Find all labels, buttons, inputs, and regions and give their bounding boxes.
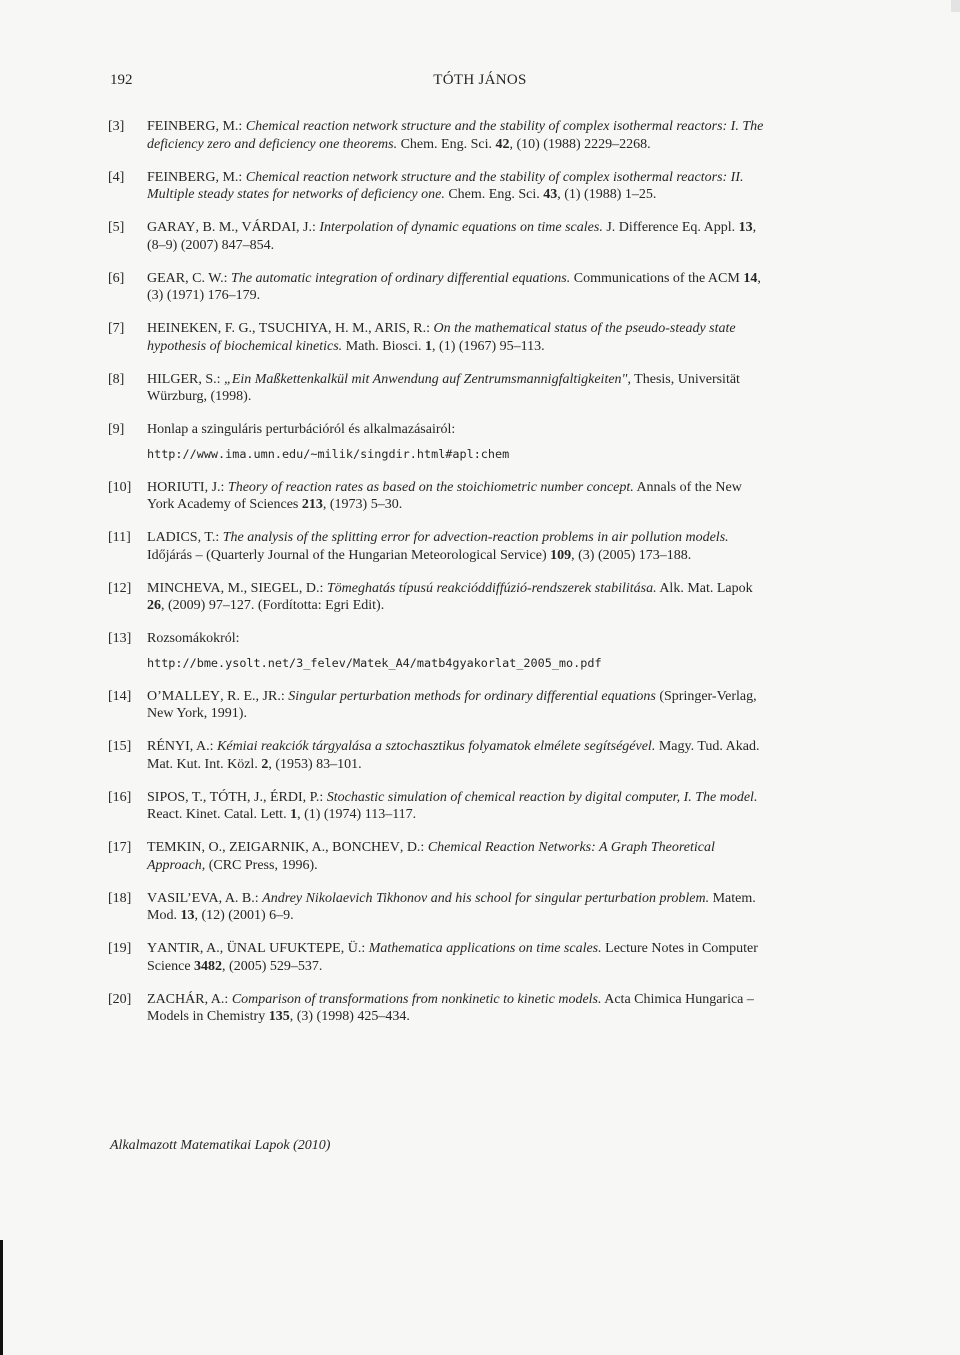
reference-segment: ILGER — [157, 371, 199, 387]
reference-segment: , (12) (2001) 6–9. — [194, 908, 294, 923]
reference-text — [147, 580, 766, 615]
reference-segment: , (3) (1971) 176–179. — [147, 270, 761, 303]
reference-segment: , (1) (1988) 1–25. — [557, 187, 657, 202]
reference-url: http://www.ima.umn.edu/~milik/singdir.html#apl:chem — [147, 446, 510, 461]
reference-title: Interpolation of dynamic equations on time scales. — [319, 220, 603, 235]
reference-segment: ASIL’EVA — [157, 890, 219, 906]
reference-number: [17] — [108, 840, 132, 855]
reference-segment: Rozsomákokról: — [147, 631, 240, 646]
scan-edge-mark — [0, 1240, 3, 1355]
reference-segment: , A. B.: — [218, 890, 263, 906]
reference-number: [7] — [108, 321, 125, 336]
reference-segment: G — [147, 220, 158, 235]
reference-segment: , (2009) 97–127. (Fordította: Egri Edit). — [161, 598, 385, 613]
reference-volume: 213 — [301, 497, 323, 512]
reference-number: [8] — [108, 371, 125, 387]
reference-segment: Annals of the New York Academy of Sciences — [147, 479, 742, 512]
reference-title: The automatic integration of ordinary differential equations. — [231, 270, 571, 286]
reference-segment: Chem. Eng. Sci. — [444, 187, 544, 202]
reference-segment: Honlap a szinguláris perturbációról és alkalmazásairól: — [147, 422, 456, 437]
reference-segment: EIGARNIK — [237, 840, 306, 855]
reference-segment: , Ü.: — [340, 941, 369, 956]
reference-segment: , J., É — [247, 789, 279, 805]
reference-segment: F — [147, 169, 155, 185]
reference-text — [147, 688, 766, 723]
reference-segment: , (1973) 5–30. — [322, 497, 403, 512]
reference-item — [108, 169, 766, 204]
reference-segment: , (10) (1988) 2229–2268. — [509, 136, 651, 152]
reference-segment: T — [147, 840, 156, 855]
journal-footer: Alkalmazott Matematikai Lapok (2010) — [110, 1138, 331, 1153]
reference-item — [108, 118, 766, 153]
reference-number: [5] — [108, 220, 125, 235]
reference-number: [20] — [108, 991, 132, 1007]
reference-segment: , Thesis, Universität Würzburg, (1998). — [147, 371, 740, 404]
reference-item — [108, 529, 766, 564]
reference-segment: L — [147, 530, 156, 545]
reference-item — [108, 991, 766, 1026]
reference-url: http://bme.ysolt.net/3_felev/Matek_A4/matb4gyakorlat_2005_mo.pdf — [147, 655, 602, 670]
reference-text — [147, 270, 766, 305]
reference-segment: , J.: — [296, 220, 320, 235]
reference-text — [147, 738, 766, 773]
reference-number: [12] — [108, 580, 132, 596]
reference-segment: EINBERG — [154, 169, 216, 185]
reference-volume: 42 — [495, 136, 510, 152]
reference-volume: 109 — [550, 547, 572, 563]
reference-segment: , (1) (1967) 95–113. — [432, 338, 545, 354]
reference-segment: RDI — [278, 789, 303, 805]
reference-segment: ORIUTI — [157, 479, 205, 495]
reference-item — [108, 940, 766, 975]
reference-segment: , (2005) 529–537. — [222, 958, 323, 974]
reference-segment: Math. Biosci. — [342, 338, 426, 354]
reference-title: Andrey Nikolaevich Tikhonov and his school for singular perturbation problem. — [262, 890, 710, 906]
reference-segment: , (8–9) (2007) 847–854. — [147, 220, 757, 253]
reference-segment: H — [147, 479, 158, 495]
reference-text — [147, 991, 766, 1026]
reference-title: Chemical Reaction Networks: A Graph Theoretical Approach, — [147, 840, 715, 873]
reference-segment: , M.: — [215, 119, 246, 134]
reference-segment: , R. E., J — [220, 688, 268, 704]
reference-segment: , B. M., V — [195, 220, 252, 235]
running-header-author: TÓTH JÁNOS — [433, 72, 527, 88]
reference-segment: V — [147, 890, 158, 906]
reference-volume: 1 — [425, 338, 433, 354]
reference-item — [108, 630, 766, 672]
reference-segment: , (1) (1974) 113–117. — [297, 807, 417, 822]
reference-segment: , F. G., T — [217, 321, 268, 336]
reference-segment: NAL — [236, 941, 266, 956]
reference-item — [108, 421, 766, 463]
reference-segment: , O., Z — [201, 840, 238, 855]
reference-segment: H — [147, 371, 158, 387]
reference-volume: 2 — [261, 756, 269, 772]
reference-title: Chemical reaction network structure and the stability of complex isothermal reactors: II. Multiple steady states for networks of deficiency one. — [147, 169, 744, 202]
reference-title: The analysis of the splitting error for advection-reaction problems in air pollution models. — [222, 530, 729, 545]
reference-list — [108, 118, 766, 1041]
reference-item — [108, 789, 766, 824]
reference-segment: ADICS — [155, 530, 198, 545]
reference-title: Stochastic simulation of chemical reaction by digital computer, I. The model. — [326, 789, 758, 805]
reference-segment: J. Difference Eq. Appl. — [602, 220, 739, 235]
reference-segment: Communications of the ACM — [570, 270, 744, 286]
reference-volume: 3482 — [194, 958, 223, 974]
reference-segment: Chem. Eng. Sci. — [397, 136, 496, 152]
reference-text — [147, 479, 766, 514]
reference-text — [147, 169, 766, 204]
reference-segment: F — [147, 119, 155, 134]
reference-segment: RIS — [384, 321, 407, 336]
reference-segment: S — [147, 789, 155, 805]
reference-volume: 1 — [290, 807, 298, 822]
reference-number: [16] — [108, 789, 132, 805]
reference-volume: 26 — [147, 598, 161, 613]
reference-segment: Matem. Mod. — [147, 890, 756, 923]
reference-segment: Alk. Mat. Lapok — [656, 580, 753, 596]
reference-segment: , R.: — [406, 321, 434, 336]
reference-segment: ARAY — [157, 220, 196, 235]
reference-segment: FUKTEPE — [279, 941, 341, 956]
reference-segment: , (3) (2005) 173–188. — [571, 547, 692, 563]
reference-item — [108, 270, 766, 305]
reference-segment: ONCHEV — [341, 840, 400, 855]
reference-text — [147, 630, 766, 672]
reference-number: [18] — [108, 890, 132, 906]
reference-title: Tömeghatás típusú reakcióddiffúzió-rendszerek stabilitása. — [326, 580, 657, 596]
reference-number: [11] — [108, 530, 131, 545]
reference-text — [147, 118, 766, 153]
reference-segment: H — [147, 321, 158, 336]
page-number: 192 — [110, 72, 133, 88]
reference-segment: , M., S — [220, 580, 259, 596]
reference-segment: , (1953) 83–101. — [268, 756, 362, 772]
reference-title: Singular perturbation methods for ordinary differential equations — [288, 688, 656, 704]
reference-text — [147, 219, 766, 254]
reference-segment: , A., Ü — [199, 941, 237, 956]
reference-segment: Időjárás – (Quarterly Journal of the Hungarian Meteorological Service) — [147, 547, 551, 563]
reference-segment: SUCHIYA — [267, 321, 329, 336]
reference-segment: IEGEL — [258, 580, 299, 596]
reference-title: „Ein Maßkettenkalkül mit Anwendung auf Zentrumsmannigfaltigkeiten" — [224, 371, 628, 387]
reference-segment: ÓTH — [218, 789, 247, 805]
reference-number: [9] — [108, 422, 125, 437]
reference-title: Mathematica applications on time scales. — [368, 941, 602, 956]
reference-segment: IPOS — [154, 789, 186, 805]
reference-item — [108, 219, 766, 254]
reference-text — [147, 421, 766, 463]
reference-volume: 43 — [543, 187, 558, 202]
reference-segment: G — [147, 270, 158, 286]
reference-text — [147, 371, 766, 406]
reference-segment: , D.: — [298, 580, 327, 596]
reference-segment: (CRC Press, 1996). — [205, 857, 318, 873]
reference-item — [108, 839, 766, 874]
reference-number: [14] — [108, 688, 132, 704]
reference-segment: ANTIR — [157, 941, 200, 956]
scan-corner-mark — [951, 0, 960, 12]
reference-segment: , H. M., A — [328, 321, 385, 336]
reference-item — [108, 738, 766, 773]
reference-number: [4] — [108, 169, 125, 185]
reference-title: Theory of reaction rates as based on the stoichiometric number concept. — [227, 479, 634, 495]
reference-number: [6] — [108, 270, 125, 286]
reference-segment: , J.: — [204, 479, 228, 495]
reference-segment: EAR — [157, 270, 186, 286]
reference-item — [108, 580, 766, 615]
reference-segment: EINBERG — [154, 119, 216, 134]
reference-item — [108, 479, 766, 514]
reference-segment: , C. W.: — [185, 270, 232, 286]
reference-title: Kémiai reakciók tárgyalása a sztochasztikus folyamatok elmélete segítségével. — [217, 739, 656, 754]
reference-text — [147, 890, 766, 925]
reference-number: [13] — [108, 631, 132, 646]
reference-segment: EINEKEN — [157, 321, 218, 336]
reference-segment: ALLEY — [174, 688, 221, 704]
reference-title: Chemical reaction network structure and the stability of complex isothermal reactors: I. The deficiency zero and deficiency one theorems. — [147, 119, 764, 152]
reference-segment: , T.: — [197, 530, 223, 545]
reference-title: On the mathematical status of the pseudo-steady state hypothesis of biochemical kinetics. — [147, 321, 736, 354]
reference-volume: 14 — [743, 270, 758, 286]
reference-segment: , A.: — [204, 991, 232, 1007]
reference-segment: , A., B — [305, 840, 342, 855]
reference-segment: M — [147, 580, 160, 596]
reference-segment: Y — [147, 941, 158, 956]
reference-segment: .: — [277, 688, 289, 704]
reference-segment: Acta Chimica Hungarica – Models in Chemistry — [147, 991, 754, 1024]
reference-title: Comparison of transformations from nonkinetic to kinetic models. — [231, 991, 602, 1007]
reference-segment: , S.: — [198, 371, 225, 387]
reference-number: [19] — [108, 941, 132, 956]
reference-segment: , D.: — [399, 840, 428, 855]
reference-segment: U — [265, 941, 280, 956]
reference-item — [108, 320, 766, 355]
reference-segment: ACHÁR — [155, 991, 205, 1007]
reference-segment: Z — [147, 991, 156, 1007]
reference-number: [10] — [108, 479, 132, 495]
reference-segment: React. Kinet. Catal. Lett. — [147, 807, 291, 822]
reference-segment: EMKIN — [155, 840, 202, 855]
reference-volume: 135 — [268, 1009, 290, 1024]
reference-segment: , T., T — [185, 789, 219, 805]
reference-number: [3] — [108, 119, 125, 134]
reference-volume: 13 — [180, 908, 195, 923]
reference-text — [147, 529, 766, 564]
reference-segment: R — [267, 688, 278, 704]
reference-volume: 13 — [738, 220, 753, 235]
reference-segment: , A.: — [189, 739, 218, 754]
reference-text — [147, 839, 766, 874]
reference-item — [108, 371, 766, 406]
reference-item — [108, 688, 766, 723]
reference-segment: Lecture Notes in Computer Science — [147, 941, 758, 974]
reference-segment: (Springer-Verlag, New York, 1991). — [147, 688, 757, 721]
reference-segment: , (3) (1998) 425–434. — [289, 1009, 410, 1024]
reference-segment: , P.: — [302, 789, 327, 805]
reference-segment: ÉNYI — [156, 739, 190, 754]
reference-number: [15] — [108, 739, 132, 754]
reference-segment: R — [147, 739, 157, 754]
reference-segment: INCHEVA — [159, 580, 221, 596]
reference-text — [147, 320, 766, 355]
reference-text — [147, 789, 766, 824]
reference-segment: Magy. Tud. Akad. Mat. Kut. Int. Közl. — [147, 739, 760, 772]
reference-segment: O’M — [147, 688, 175, 704]
reference-text — [147, 940, 766, 975]
reference-item — [108, 890, 766, 925]
reference-segment: , M.: — [215, 169, 246, 185]
reference-segment: ÁRDAI — [251, 220, 297, 235]
